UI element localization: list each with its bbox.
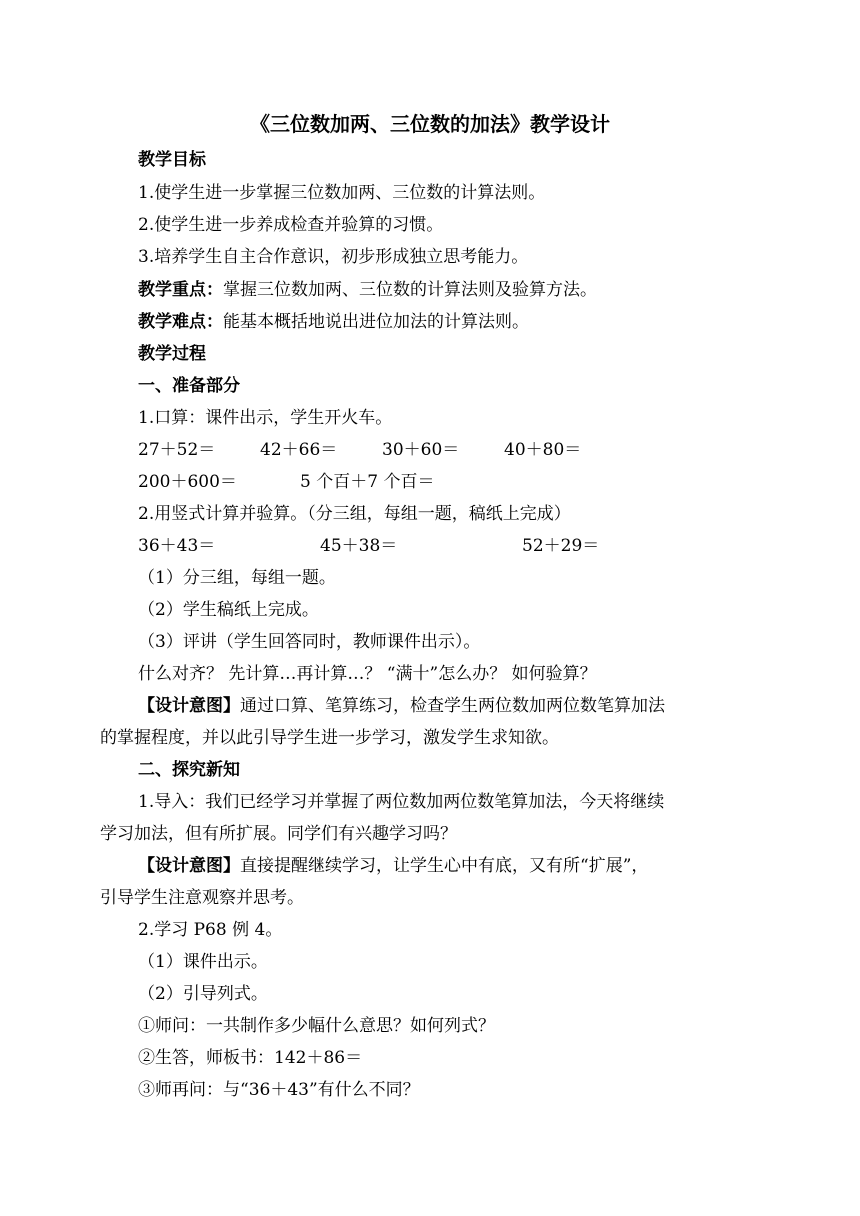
part1-item1: 1.口算：课件出示，学生开火车。 [138,408,393,428]
process-heading: 教学过程 [138,344,206,364]
difficulty-label: 教学难点： [138,312,223,332]
part2-item1-continued: 学习加法，但有所扩展。同学们有兴趣学习吗？ [100,824,457,844]
expression: 30＋60＝ [382,440,460,460]
design-intent-text: 直接提醒继续学习，让学生心中有底，又有所“扩展”， [240,856,649,876]
part2-item2: 2.学习 P68 例 4。 [138,920,283,940]
objective-item: 2.使学生进一步养成检查并验算的习惯。 [138,215,444,235]
circled-item: ②生答，师板书：142＋86＝ [138,1048,363,1068]
step-item: （2）学生稿纸上完成。 [138,600,319,620]
difficulty [138,310,529,334]
step-item: （1）课件出示。 [138,952,268,972]
expression: 27＋52＝ [138,440,216,460]
design-intent-continued: 的掌握程度，并以此引导学生进一步学习，激发学生求知欲。 [100,728,559,748]
circled-item: ①师问：一共制作多少幅什么意思？如何列式？ [138,1016,495,1036]
vertical-calc-row [138,534,738,558]
step-item: （1）分三组，每组一题。 [138,568,336,588]
expression: 200＋600＝ [138,472,237,492]
key-point-text: 掌握三位数加两、三位数的计算法则及验算方法。 [223,280,597,300]
design-intent-label: 【设计意图】 [138,856,240,876]
design-intent-text: 通过口算、笔算练习，检查学生两位数加两位数笔算加法 [240,696,665,716]
objective-item: 3.培养学生自主合作意识，初步形成独立思考能力。 [138,247,529,267]
part1-item2: 2.用竖式计算并验算。（分三组，每组一题，稿纸上完成） [138,504,571,524]
step-item: （2）引导列式。 [138,984,268,1004]
expression: 5 个百＋7 个百＝ [300,472,435,492]
expression: 40＋80＝ [504,440,582,460]
circled-item: ③师再问：与“36＋43”有什么不同？ [138,1080,420,1100]
objective-item: 1.使学生进一步掌握三位数加两、三位数的计算法则。 [138,183,546,203]
key-point [138,278,597,302]
expression: 52＋29＝ [522,536,600,556]
guiding-questions: 什么对齐？ 先计算…再计算…？ “满十”怎么办？ 如何验算？ [138,664,597,684]
key-point-label: 教学重点： [138,280,223,300]
part2-item1: 1.导入：我们已经学习并掌握了两位数加两位数笔算加法，今天将继续 [138,792,665,812]
document-title: 《三位数加两、三位数的加法》教学设计 [250,112,610,136]
oral-calc-row [138,470,738,494]
design-intent [138,854,648,878]
design-intent-label: 【设计意图】 [138,696,240,716]
oral-calc-row [138,438,738,462]
part1-heading: 一、准备部分 [138,376,240,396]
expression: 42＋66＝ [260,440,338,460]
expression: 36＋43＝ [138,536,216,556]
part2-heading: 二、探究新知 [138,760,240,780]
objectives-heading: 教学目标 [138,150,206,170]
step-item: （3）评讲（学生回答同时，教师课件出示）。 [138,632,481,652]
design-intent [138,694,665,718]
expression: 45＋38＝ [320,536,398,556]
difficulty-text: 能基本概括地说出进位加法的计算法则。 [223,312,529,332]
design-intent-continued: 引导学生注意观察并思考。 [100,888,304,908]
